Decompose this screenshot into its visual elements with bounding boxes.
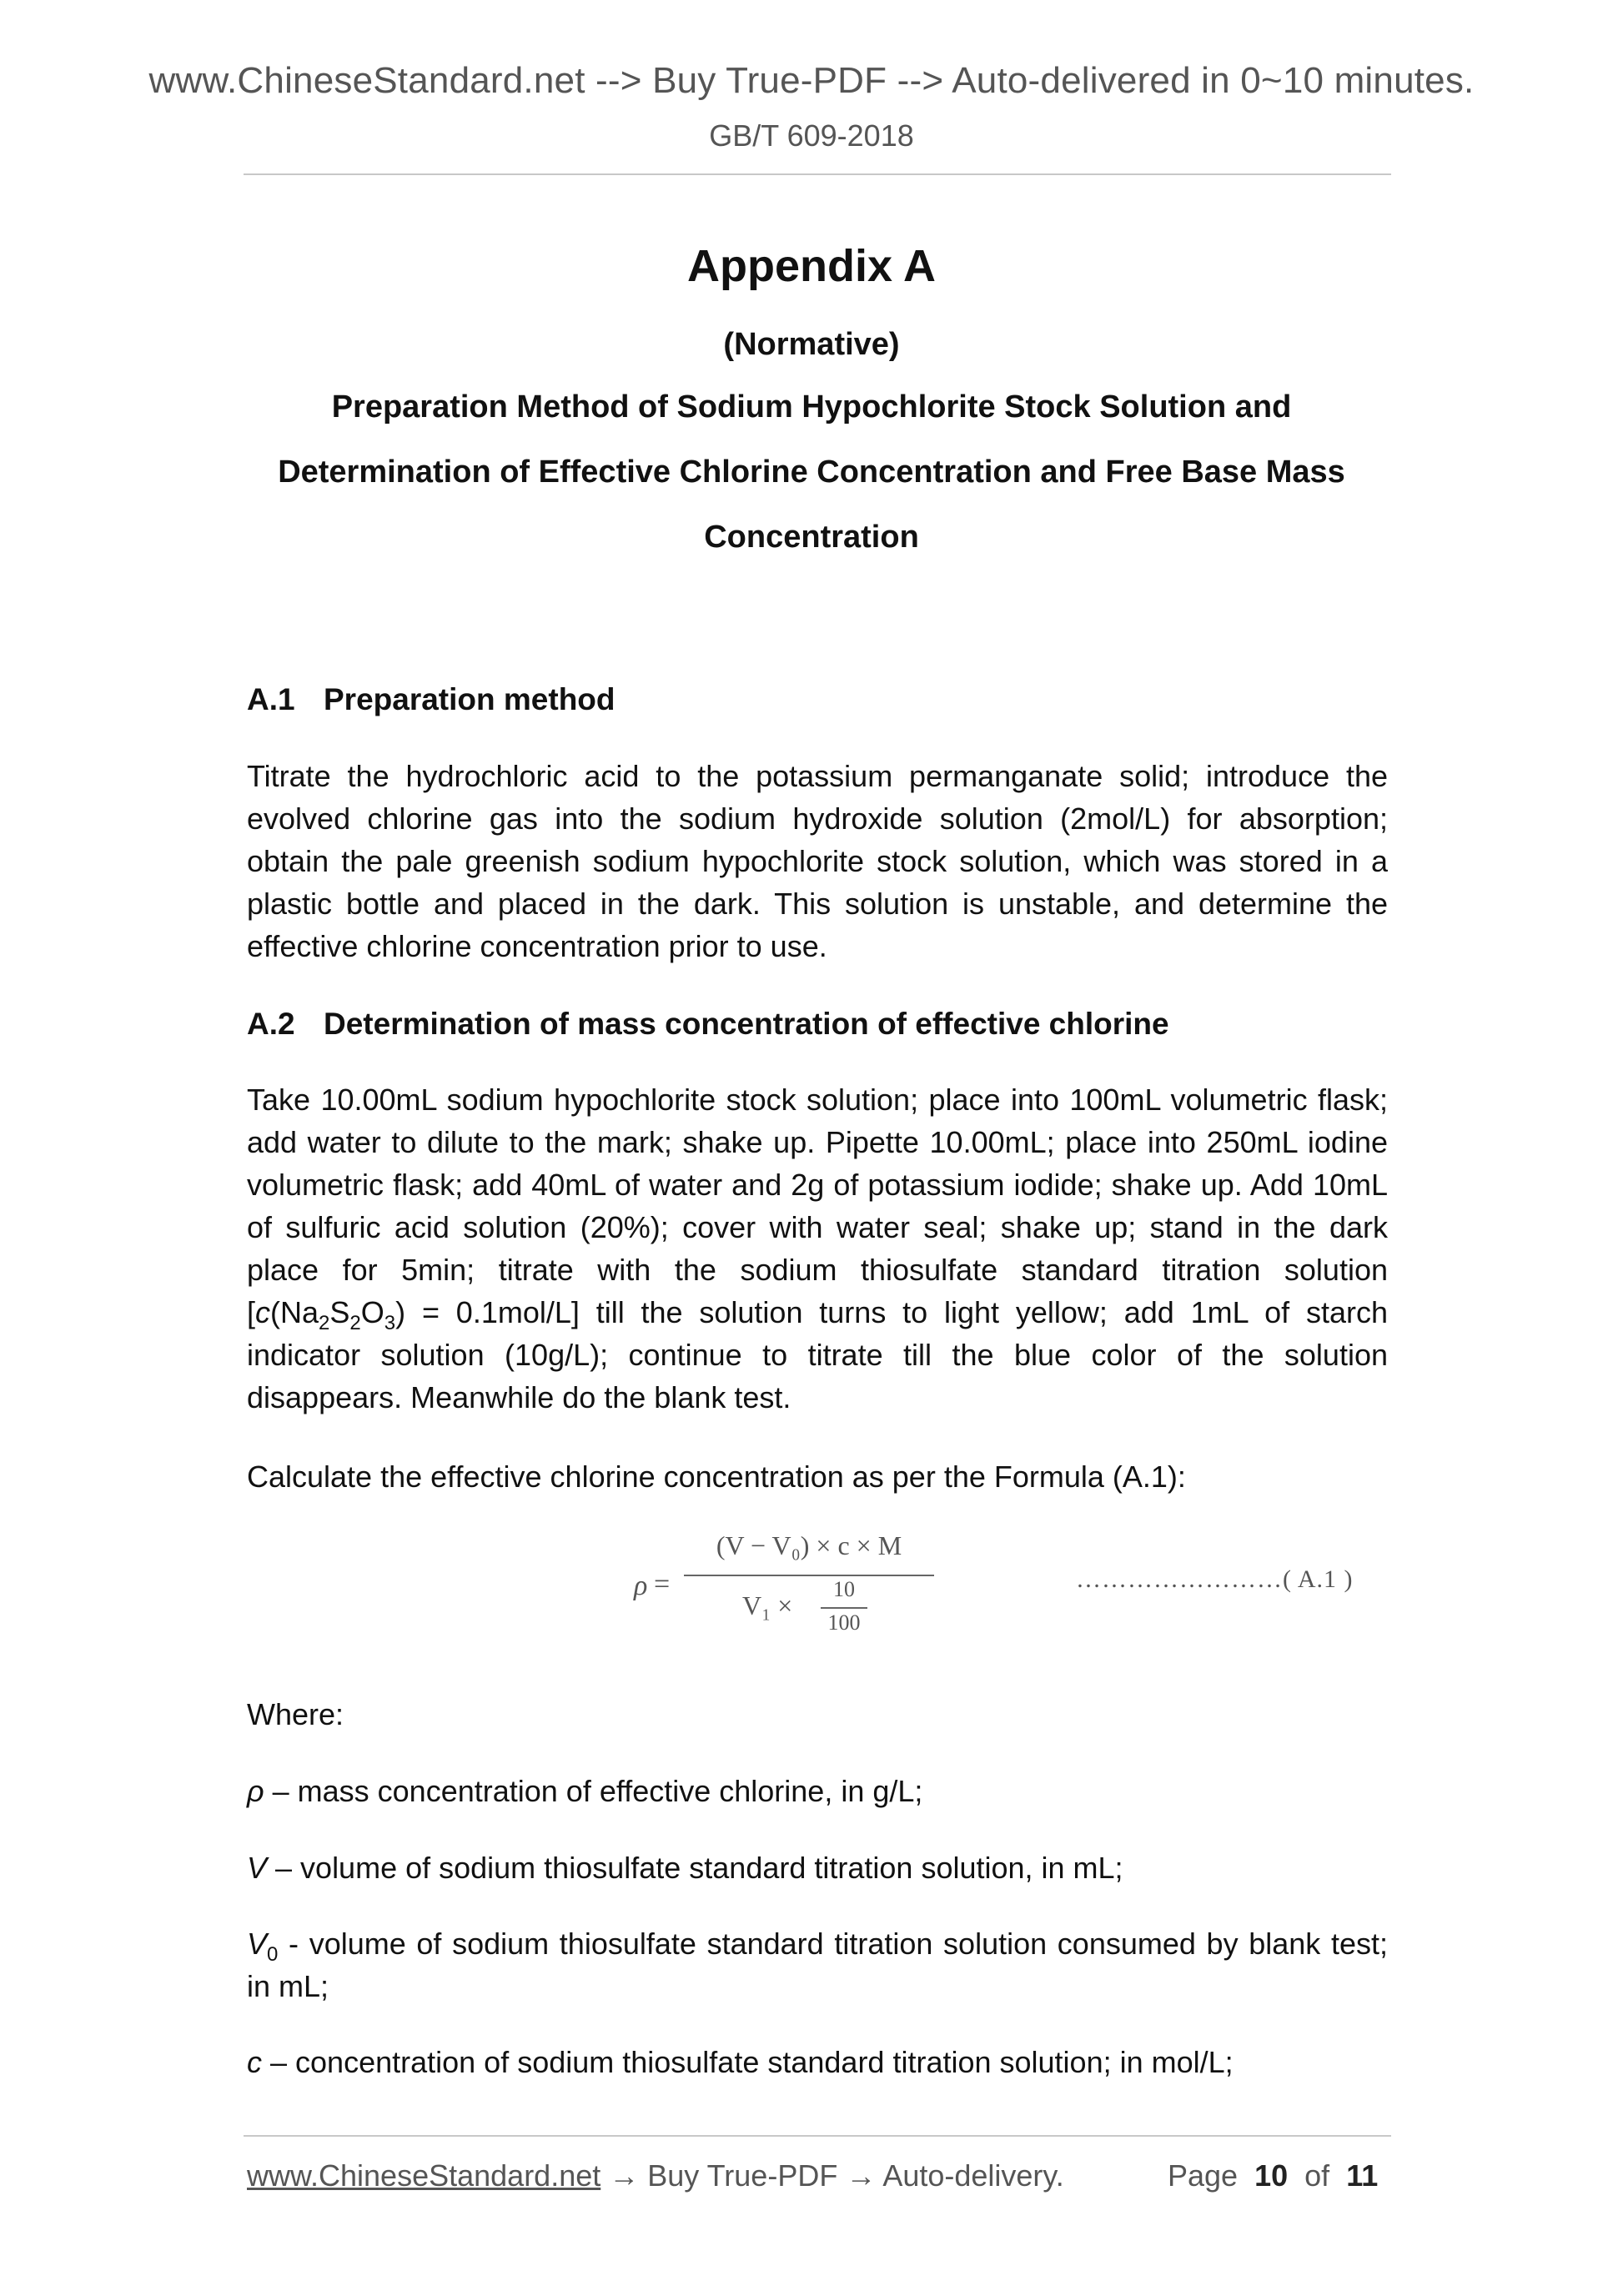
where-text: - volume of sodium thiosulfate standard titration solution consumed by blank test; in mL; bbox=[247, 1927, 1388, 2003]
body-text: ) = 0.1mol/L] till the solution turns to light yellow; add 1mL of starch indicator solution (10g/L); continue to titrate till the blue color of the solution disappears. Meanwhile do the blank test. bbox=[247, 1295, 1388, 1414]
header-divider bbox=[244, 173, 1391, 175]
where-text: – mass concentration of effective chlorine, in g/L; bbox=[264, 1774, 923, 1808]
appendix-subtitle-line1: Preparation Method of Sodium Hypochlorite Stock Solution and bbox=[331, 389, 1292, 425]
page-of: of bbox=[1304, 2158, 1330, 2193]
appendix-nature: (Normative) bbox=[723, 327, 900, 362]
subscript: 2 bbox=[319, 1312, 330, 1335]
where-item bbox=[247, 1846, 1388, 1889]
formula-lhs: ρ bbox=[634, 1570, 648, 1601]
where-item bbox=[247, 2041, 1388, 2083]
body-formula: O bbox=[360, 1295, 384, 1329]
where-symbol: V bbox=[247, 1927, 268, 1961]
calc-intro: Calculate the effective chlorine concentration as per the Formula (A.1): bbox=[247, 1459, 1186, 1494]
body-text: Take 10.00mL sodium hypochlorite stock solution; place into 100mL volumetric flask; add water to dilute to the mark; shake up. Pipette 10.00mL; place into 250mL iodine volumetric flask; add 40mL of water and 2g of potassium iodide; shake up. Add 10mL of sulfuric acid solution (20%); cover with water seal; shake up; stand in the dark place for 5min; titrate with the sodium thiosulfate standard titration solution [ bbox=[247, 1083, 1388, 1329]
where-text: – volume of sodium thiosulfate standard titration solution, in mL; bbox=[267, 1851, 1123, 1885]
footer-promo bbox=[247, 2158, 1064, 2193]
section-heading-a1 bbox=[247, 682, 616, 717]
appendix-title: Appendix A bbox=[686, 241, 936, 291]
section-a2-body bbox=[247, 1078, 1388, 1419]
where-text: – concentration of sodium thiosulfate standard titration solution; in mol/L; bbox=[262, 2045, 1234, 2079]
body-formula: S bbox=[329, 1295, 350, 1329]
inner-fraction-bar bbox=[821, 1607, 867, 1609]
formula-equals: = bbox=[654, 1569, 671, 1600]
page-indicator bbox=[1168, 2158, 1378, 2193]
header-banner: www.ChineseStandard.net --> Buy True-PDF --> Auto-delivered in 0~10 minutes. bbox=[148, 60, 1475, 101]
formula-number: ……………………( A.1 ) bbox=[1076, 1565, 1354, 1593]
section-title: Preparation method bbox=[324, 682, 616, 716]
where-label: Where: bbox=[247, 1697, 344, 1731]
where-subscript: 0 bbox=[267, 1943, 279, 1967]
where-symbol: ρ bbox=[247, 1774, 264, 1808]
section-heading-a2 bbox=[247, 1007, 1169, 1042]
where-symbol: c bbox=[247, 2045, 262, 2079]
appendix-subtitle-line2: Determination of Effective Chlorine Concentration and Free Base Mass bbox=[278, 455, 1345, 490]
subscript: 2 bbox=[349, 1312, 361, 1335]
section-a1-body: Titrate the hydrochloric acid to the potassium permanganate solid; introduce the evolved chlorine gas into the sodium hydroxide solution (2mol/L) for absorption; obtain the pale greenish sodium hypochlorite stock solution, which was stored in a plastic bottle and placed in the dark. This solution is unstable, and determine the effective chlorine concentration prior to use. bbox=[247, 759, 1388, 963]
footer-divider bbox=[244, 2135, 1391, 2137]
formula-denominator: V₁ × bbox=[742, 1590, 793, 1620]
subscript: 3 bbox=[384, 1312, 396, 1335]
appendix-subtitle-line3: Concentration bbox=[704, 520, 919, 555]
footer-link[interactable]: www.ChineseStandard.net bbox=[247, 2158, 601, 2193]
section-number: A.1 bbox=[247, 682, 295, 716]
body-formula: (Na bbox=[270, 1295, 319, 1329]
where-item bbox=[247, 1770, 1388, 1812]
formula-inner-denominator: 100 bbox=[827, 1610, 861, 1635]
footer-text: → Buy True-PDF → Auto-delivery. bbox=[600, 2158, 1064, 2193]
section-title: Determination of mass concentration of effective chlorine bbox=[324, 1007, 1169, 1041]
formula-inner-numerator: 10 bbox=[833, 1577, 855, 1601]
page-current: 10 bbox=[1254, 2158, 1289, 2193]
section-number: A.2 bbox=[247, 1007, 295, 1041]
formula-numerator: (V − V₀) × c × M bbox=[716, 1530, 902, 1560]
page-label: Page bbox=[1168, 2158, 1239, 2193]
standard-number: GB/T 609-2018 bbox=[709, 118, 914, 153]
fraction-bar bbox=[684, 1575, 934, 1576]
where-item bbox=[247, 1922, 1388, 2007]
formula-a1 bbox=[634, 1530, 942, 1647]
body-symbol-c: c bbox=[255, 1295, 271, 1329]
page-total: 11 bbox=[1346, 2158, 1379, 2193]
where-symbol: V bbox=[247, 1851, 268, 1885]
